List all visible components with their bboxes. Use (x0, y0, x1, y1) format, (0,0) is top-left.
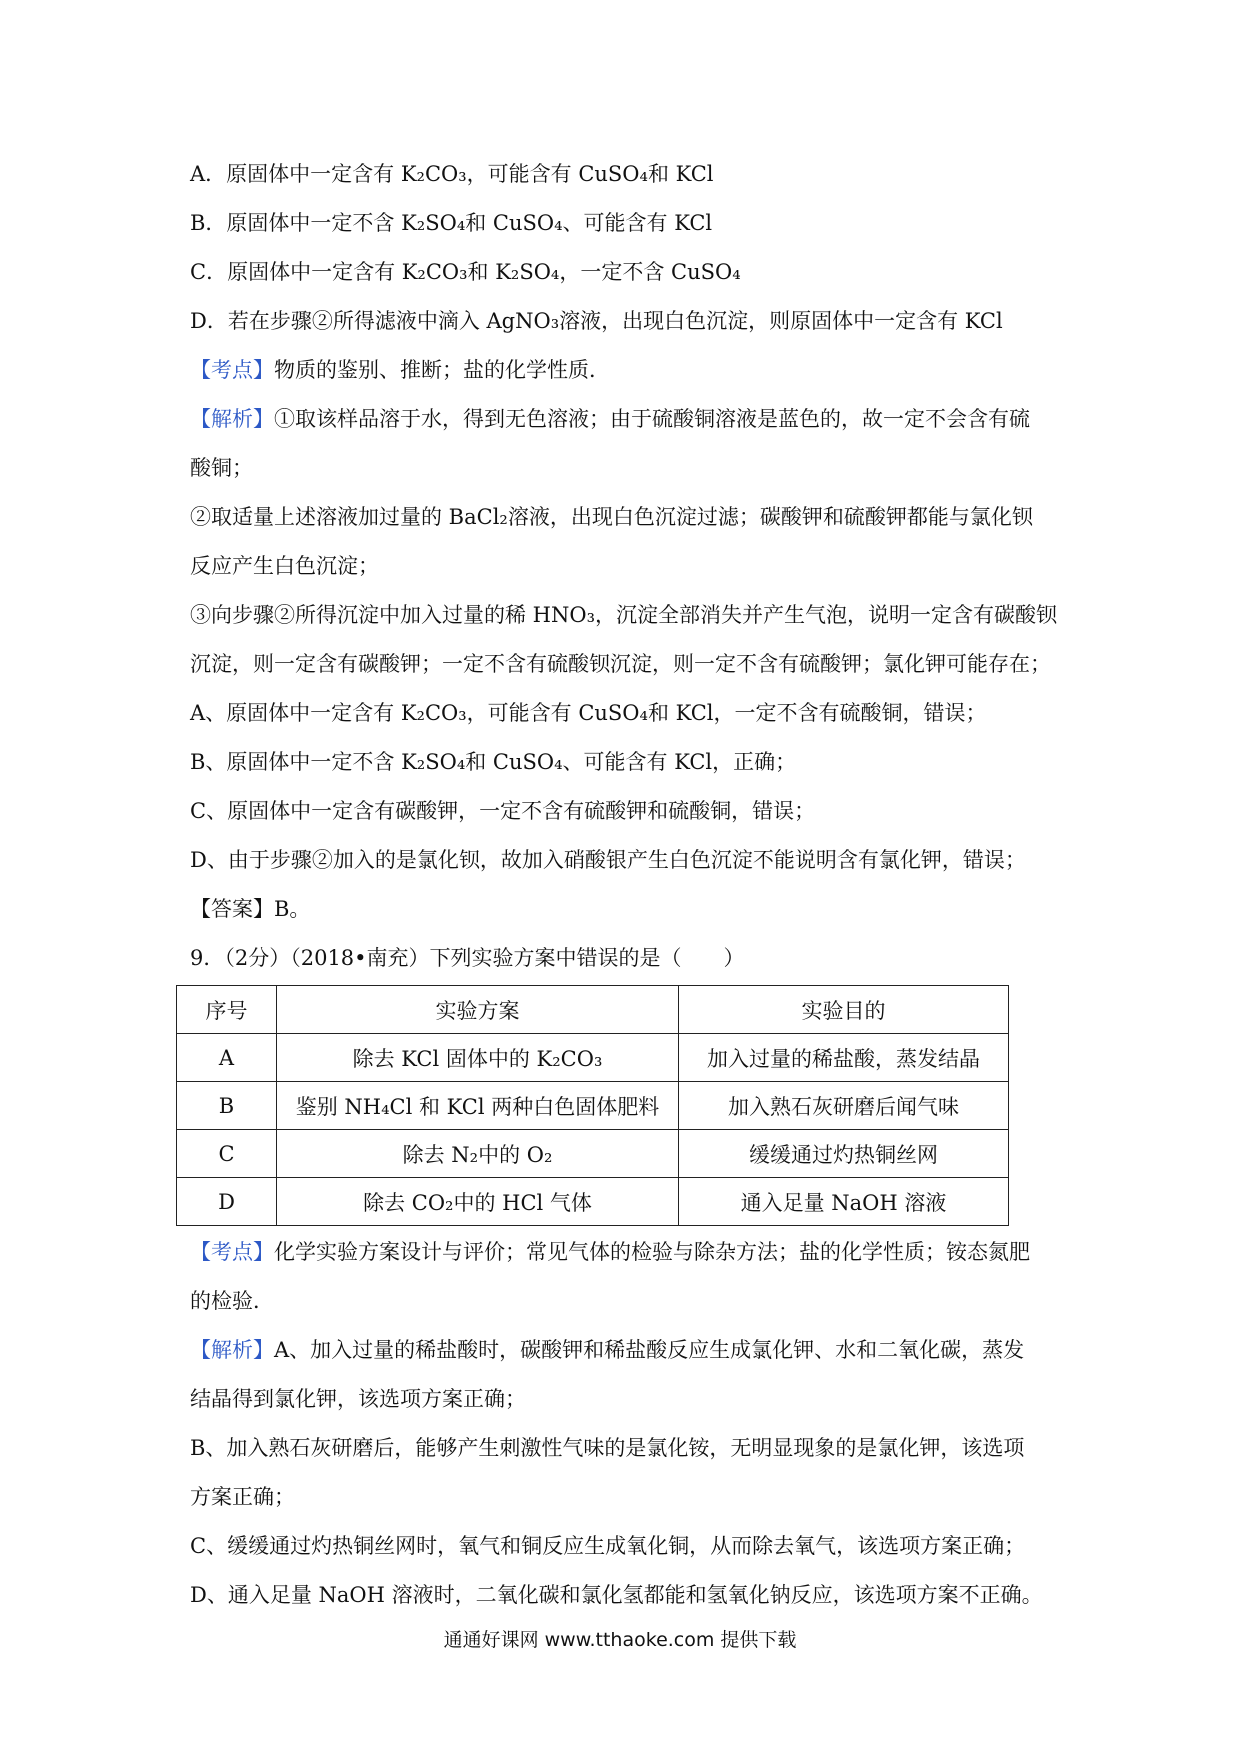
table-cell: 通入足量 NaOH 溶液 (679, 1178, 1009, 1226)
q8-jiexi-line1: ①取该样品溶于水，得到无色溶液；由于硫酸铜溶液是蓝色的，故一定不会含有硫 (274, 407, 1030, 431)
q9-jiexi-c: C、缓缓通过灼热铜丝网时，氧气和铜反应生成氧化铜，从而除去氧气，该选项方案正确； (190, 1534, 1026, 1558)
page-footer: 通通好课网 www.tthaoke.com 提供下载 (443, 1629, 797, 1651)
table-cell: D (177, 1178, 277, 1226)
document-body (190, 150, 1070, 1620)
table-cell: B (177, 1082, 277, 1130)
option-d: D．若在步骤②所得滤液中滴入 AgNO₃溶液，出现白色沉淀，则原固体中一定含有 KCl (190, 309, 1003, 333)
q8-step3-line2: 沉淀，则一定含有碳酸钾；一定不含有硫酸钡沉淀，则一定不含有硫酸钾；氯化钾可能存在； (190, 652, 1051, 676)
q9-kaodian-line1: 化学实验方案设计与评价；常见气体的检验与除杂方法；盐的化学性质；铵态氮肥 (274, 1240, 1030, 1264)
option-a: A．原固体中一定含有 K₂CO₃，可能含有 CuSO₄和 KCl (190, 162, 714, 186)
q8-eval-b: B、原固体中一定不含 K₂SO₄和 CuSO₄、可能含有 KCl，正确； (190, 750, 797, 774)
q8-kaodian (190, 346, 1070, 395)
table-cell: 除去 CO₂中的 HCl 气体 (277, 1178, 679, 1226)
table-row (177, 1178, 1009, 1226)
q9-jiexi (190, 1326, 1070, 1375)
q9-kaodian-line2: 的检验． (190, 1289, 274, 1313)
q8-kaodian-text: 物质的鉴别、推断；盐的化学性质． (274, 358, 610, 382)
q9-jiexi-b1: B、加入熟石灰研磨后，能够产生刺激性气味的是氯化铵，无明显现象的是氯化钾，该选项 (190, 1436, 1025, 1460)
q9-jiexi-a1: A、加入过量的稀盐酸时，碳酸钾和稀盐酸反应生成氯化钾、水和二氧化碳，蒸发 (274, 1338, 1025, 1362)
table-row (177, 1082, 1009, 1130)
q8-step3-line1: ③向步骤②所得沉淀中加入过量的稀 HNO₃，沉淀全部消失并产生气泡，说明一定含有碳酸钡 (190, 603, 1057, 627)
table-cell: C (177, 1130, 277, 1178)
q8-jiexi (190, 395, 1070, 444)
q9-jiexi-d: D、通入足量 NaOH 溶液时，二氧化碳和氯化氢都能和氢氧化钠反应，该选项方案不正确。 (190, 1583, 1043, 1607)
table-header-cell: 实验方案 (277, 986, 679, 1034)
q9-kaodian-tag: 【考点】 (190, 1240, 274, 1264)
q9-jiexi-tag: 【解析】 (190, 1338, 274, 1362)
option-c: C．原固体中一定含有 K₂CO₃和 K₂SO₄，一定不含 CuSO₄ (190, 260, 741, 284)
q9-stem: 9．（2分）（2018•南充）下列实验方案中错误的是（ ） (190, 946, 745, 970)
table-cell: 鉴别 NH₄Cl 和 KCl 两种白色固体肥料 (277, 1082, 679, 1130)
table-cell: 加入过量的稀盐酸，蒸发结晶 (679, 1034, 1009, 1082)
q8-kaodian-tag: 【考点】 (190, 358, 274, 382)
q8-step2-line1: ②取适量上述溶液加过量的 BaCl₂溶液，出现白色沉淀过滤；碳酸钾和硫酸钾都能与氯化钡 (190, 505, 1033, 529)
table-cell: A (177, 1034, 277, 1082)
table-cell: 加入熟石灰研磨后闻气味 (679, 1082, 1009, 1130)
table-cell: 除去 KCl 固体中的 K₂CO₃ (277, 1034, 679, 1082)
q8-eval-d: D、由于步骤②加入的是氯化钡，故加入硝酸银产生白色沉淀不能说明含有氯化钾，错误； (190, 848, 1026, 872)
q8-step2-line2: 反应产生白色沉淀； (190, 554, 379, 578)
table-row (177, 1130, 1009, 1178)
q8-jiexi-line2: 酸铜； (190, 456, 253, 480)
q9-kaodian (190, 1228, 1070, 1277)
table-header-cell: 实验目的 (679, 986, 1009, 1034)
option-b: B．原固体中一定不含 K₂SO₄和 CuSO₄、可能含有 KCl (190, 211, 713, 235)
table-row (177, 1034, 1009, 1082)
table-cell: 除去 N₂中的 O₂ (277, 1130, 679, 1178)
q8-eval-a: A、原固体中一定含有 K₂CO₃，可能含有 CuSO₄和 KCl，一定不含有硫酸铜，错误； (190, 701, 987, 725)
table-cell: 缓缓通过灼热铜丝网 (679, 1130, 1009, 1178)
table-header-row (177, 986, 1009, 1034)
q9-jiexi-a2: 结晶得到氯化钾，该选项方案正确； (190, 1387, 526, 1411)
q9-jiexi-b2: 方案正确； (190, 1485, 295, 1509)
q8-answer: 【答案】B。 (190, 897, 311, 921)
q9-table (176, 985, 1009, 1226)
q8-eval-c: C、原固体中一定含有碳酸钾，一定不含有硫酸钾和硫酸铜，错误； (190, 799, 816, 823)
table-header-cell: 序号 (177, 986, 277, 1034)
q8-jiexi-tag: 【解析】 (190, 407, 274, 431)
